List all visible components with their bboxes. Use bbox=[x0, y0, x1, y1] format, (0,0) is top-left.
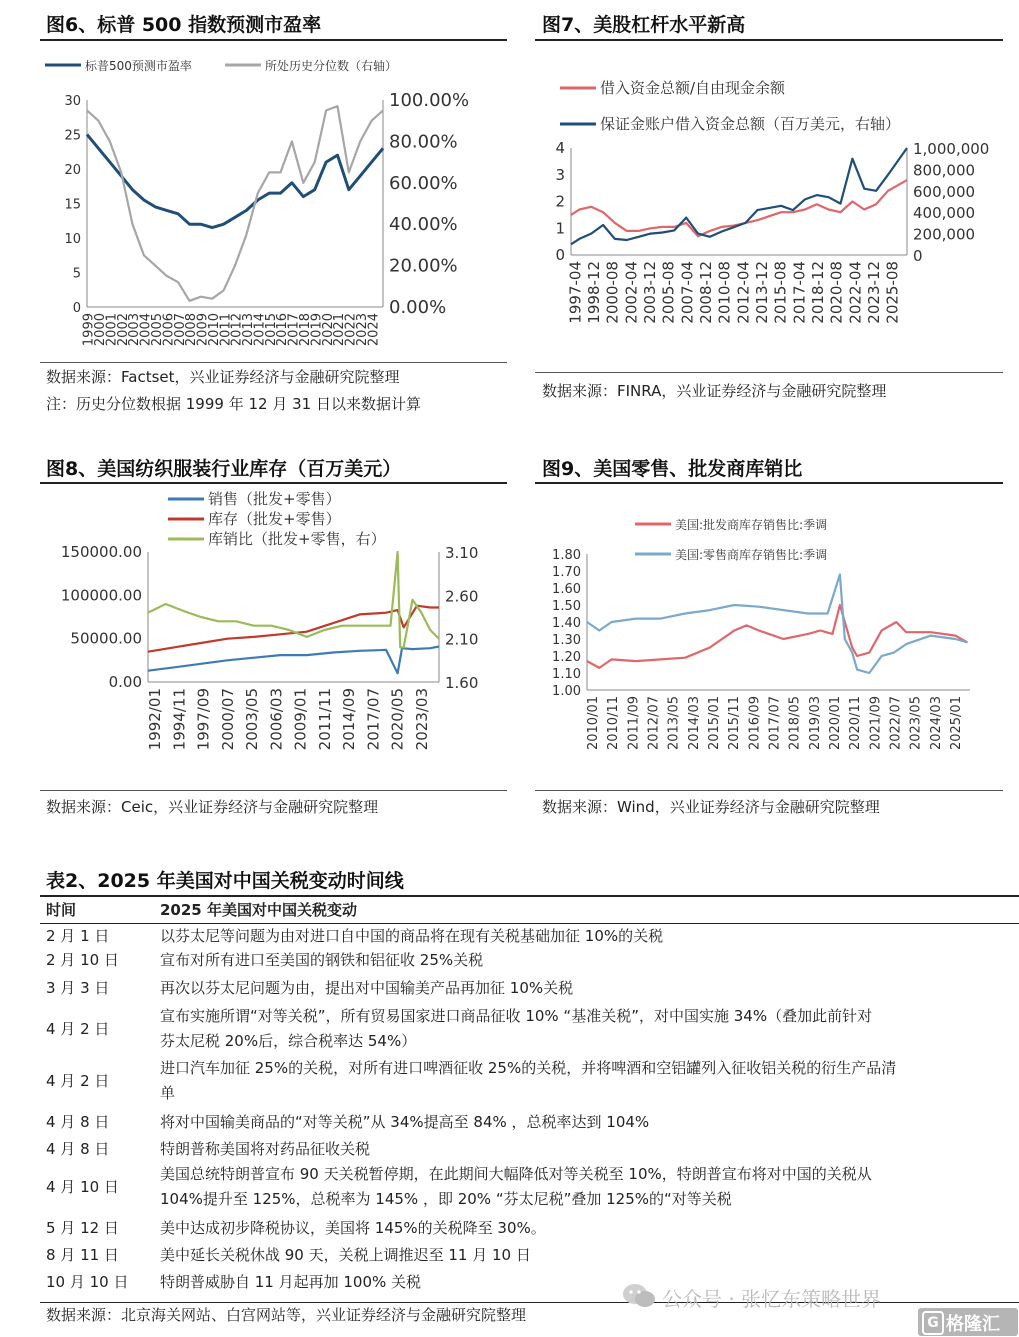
x-tick-label: 2019 bbox=[309, 313, 325, 347]
x-tick-label: 2000-08 bbox=[603, 261, 622, 324]
y-tick-label: 1.00 bbox=[552, 684, 581, 699]
table-cell-date: 2 月 10 日 bbox=[46, 951, 119, 969]
x-tick-label: 2016 bbox=[275, 313, 291, 347]
y-tick-label: 1.70 bbox=[552, 565, 581, 580]
fig6-title: 图6、标普 500 指数预测市盈率 bbox=[46, 14, 322, 36]
y-tick-label: 150000.00 bbox=[60, 543, 142, 561]
x-tick-label: 2023 bbox=[354, 313, 370, 347]
table-cell-event: 进口汽车加征 25%的关税，对所有进口啤酒征收 25%的关税，并将啤酒和空铝罐列入征收铝关税的衍生产品清 bbox=[160, 1059, 897, 1077]
fig6-source: 数据来源：Factset，兴业证券经济与金融研究院整理 bbox=[46, 368, 400, 386]
x-tick-label: 2023/03 bbox=[412, 688, 431, 751]
x-tick-label: 2014/03 bbox=[686, 696, 702, 751]
x-tick-label: 2006 bbox=[161, 313, 177, 347]
x-tick-label: 2025-08 bbox=[883, 261, 902, 324]
series-line-1 bbox=[571, 180, 907, 236]
fig8-title: 图8、美国纺织服装行业库存（百万美元） bbox=[46, 458, 402, 480]
fig7-title: 图7、美股杠杆水平新高 bbox=[542, 14, 746, 36]
table-cell-date: 4 月 10 日 bbox=[46, 1178, 119, 1196]
legend-label-1: 销售（批发+零售） bbox=[208, 490, 341, 508]
y-tick-label: 0 bbox=[72, 301, 81, 316]
fig7-bottom-rule bbox=[535, 372, 1003, 373]
y-tick-label: 25 bbox=[64, 128, 81, 144]
x-tick-label: 2022/07 bbox=[888, 696, 904, 751]
y-tick-label: 5 bbox=[72, 266, 81, 282]
wechat-icon bbox=[622, 1282, 656, 1310]
x-tick-label: 2003-12 bbox=[641, 261, 659, 324]
x-tick-label: 2014/09 bbox=[340, 688, 359, 751]
x-tick-label: 2023-12 bbox=[865, 261, 883, 324]
x-tick-label: 2017-04 bbox=[790, 261, 809, 324]
table-source: 数据来源：北京海关网站、白宫网站等，兴业证券经济与金融研究院整理 bbox=[46, 1306, 527, 1324]
x-tick-label: 2015-08 bbox=[771, 261, 790, 324]
fig7-chart bbox=[535, 45, 1005, 365]
table-row bbox=[46, 1217, 1019, 1243]
y-tick-label: 1.30 bbox=[552, 633, 581, 648]
fig8-source: 数据来源：Ceic，兴业证券经济与金融研究院整理 bbox=[46, 798, 379, 816]
table-cell-date: 8 月 11 日 bbox=[46, 1246, 119, 1264]
table-cell-date: 2 月 1 日 bbox=[46, 927, 110, 945]
fig8-bottom-rule bbox=[40, 790, 507, 791]
x-tick-label: 2010-08 bbox=[715, 261, 734, 324]
x-tick-label: 2020/11 bbox=[848, 696, 864, 751]
series-line-2 bbox=[87, 106, 383, 301]
legend-label-2: 库存（批发+零售） bbox=[208, 510, 341, 528]
watermark-text: 公众号 · 张忆东策略世界 bbox=[662, 1287, 882, 1311]
fig7-source: 数据来源：FINRA，兴业证券经济与金融研究院整理 bbox=[542, 382, 887, 400]
series-line-2 bbox=[587, 574, 968, 673]
fig9-source: 数据来源：Wind，兴业证券经济与金融研究院整理 bbox=[542, 798, 880, 816]
x-tick-label: 2012-04 bbox=[734, 261, 753, 324]
y-tick-label: 30 bbox=[64, 94, 81, 109]
table-cell-event: 将对中国输美商品的“对等关税”从 34%提高至 84% ，总税率达到 104% bbox=[160, 1113, 650, 1131]
x-tick-label: 2022-04 bbox=[846, 261, 865, 324]
x-tick-label: 2020/01 bbox=[827, 696, 843, 751]
legend-label-1: 标普500预测市盈率 bbox=[85, 59, 192, 73]
watermark-logo-text: 格隆汇 bbox=[946, 1314, 1000, 1335]
x-tick-label: 2009 bbox=[195, 313, 211, 347]
x-tick-label: 2007 bbox=[172, 313, 188, 347]
fig6-title-rule bbox=[40, 39, 507, 41]
table-cell-date: 4 月 2 日 bbox=[46, 1020, 110, 1038]
y-tick-label: 1 bbox=[555, 219, 565, 238]
table-cell-event: 美国总统特朗普宣布 90 天关税暂停期，在此期间大幅降低对等关税至 10%，特朗普宣布将对中国的关税从 bbox=[160, 1165, 872, 1183]
fig6-chart bbox=[40, 45, 530, 360]
table-cell-event: 宣布实施所谓“对等关税”，所有贸易国家进口商品征收 10% “基准关税”，对中国实施 34%（叠加此前针对 bbox=[160, 1007, 873, 1025]
x-tick-label: 2001 bbox=[104, 313, 120, 347]
legend-label-2: 保证金账户借入资金总额（百万美元，右轴） bbox=[600, 115, 901, 133]
x-tick-label: 2008-12 bbox=[697, 261, 715, 324]
table-row bbox=[46, 1111, 1019, 1137]
x-tick-label: 2007-04 bbox=[678, 261, 697, 324]
table-cell-date: 4 月 8 日 bbox=[46, 1140, 110, 1158]
table-cell-date: 4 月 8 日 bbox=[46, 1113, 110, 1131]
y-tick-label-right: 2.60 bbox=[445, 587, 479, 606]
y-tick-label: 1.50 bbox=[552, 599, 581, 614]
y-tick-label: 4 bbox=[555, 139, 565, 157]
x-tick-label: 2020-08 bbox=[827, 261, 846, 324]
x-tick-label: 2000/07 bbox=[218, 688, 237, 751]
y-tick-label: 3 bbox=[555, 165, 565, 184]
fig9-title: 图9、美国零售、批发商库销比 bbox=[542, 458, 803, 480]
x-tick-label: 2010/01 bbox=[586, 696, 602, 751]
y-tick-label-right: 20.00% bbox=[389, 255, 458, 277]
x-tick-label: 2024/03 bbox=[928, 696, 944, 751]
table-cell-event: 特朗普威胁自 11 月起再加 100% 关税 bbox=[160, 1273, 422, 1291]
table-top-rule bbox=[40, 895, 1019, 897]
table-header-date: 时间 bbox=[46, 901, 77, 919]
legend-label-2: 美国:零售商库存销售比:季调 bbox=[675, 548, 828, 562]
y-tick-label-right: 200,000 bbox=[913, 225, 976, 244]
table-title: 表2、2025 年美国对中国关税变动时间线 bbox=[46, 870, 404, 892]
table-header-event: 2025 年美国对中国关税变动 bbox=[160, 901, 357, 919]
table-row bbox=[46, 925, 1019, 949]
x-tick-label: 2017 bbox=[286, 313, 302, 347]
y-tick-label: 0 bbox=[555, 246, 565, 264]
x-tick-label: 2010 bbox=[206, 313, 222, 347]
table-cell-event: 宣布对所有进口至美国的钢铁和铝征收 25%关税 bbox=[160, 951, 484, 969]
y-tick-label: 1.40 bbox=[552, 616, 581, 631]
table-cell-date: 10 月 10 日 bbox=[46, 1273, 129, 1291]
x-tick-label: 2005-08 bbox=[659, 261, 678, 324]
table-cell-event: 以芬太尼等问题为由对进口自中国的商品将在现有关税基础加征 10%的关税 bbox=[160, 927, 664, 945]
table-row bbox=[46, 1057, 1019, 1109]
series-line-1 bbox=[87, 135, 383, 228]
x-tick-label: 2021 bbox=[332, 313, 348, 347]
fig8-title-rule bbox=[40, 482, 507, 484]
table-cell-event: 美中延长关税休战 90 天，关税上调推迟至 11 月 10 日 bbox=[160, 1246, 531, 1264]
logo-g-icon: G bbox=[922, 1311, 944, 1335]
table-cell-date: 4 月 2 日 bbox=[46, 1072, 110, 1090]
x-tick-label: 2014 bbox=[252, 313, 268, 347]
table-cell-event: 美中达成初步降税协议，美国将 145%的关税降至 30%。 bbox=[160, 1219, 546, 1237]
legend-label-1: 美国:批发商库存销售比:季调 bbox=[675, 518, 828, 532]
x-tick-label: 2020 bbox=[320, 313, 336, 347]
x-tick-label: 1992/01 bbox=[146, 688, 165, 751]
x-tick-label: 2000 bbox=[93, 313, 109, 347]
y-tick-label-right: 600,000 bbox=[913, 182, 976, 201]
table-cell-event: 再次以芬太尼问题为由，提出对中国输美产品再加征 10%关税 bbox=[160, 979, 574, 997]
legend-label-3: 库销比（批发+零售，右） bbox=[208, 530, 386, 548]
table-cell-event: 芬太尼税 20%后，综合税率达 54%） bbox=[160, 1032, 417, 1050]
table-row bbox=[46, 1138, 1019, 1164]
x-tick-label: 2009/01 bbox=[291, 688, 310, 751]
fig9-chart bbox=[535, 488, 1005, 788]
x-tick-label: 2018-12 bbox=[809, 261, 827, 324]
y-tick-label-right: 1.60 bbox=[445, 674, 479, 692]
y-tick-label-right: 0.00% bbox=[389, 297, 447, 318]
y-tick-label: 10 bbox=[64, 232, 81, 247]
series-line-1 bbox=[148, 647, 439, 674]
x-tick-label: 2018 bbox=[298, 313, 313, 347]
x-tick-label: 2012/07 bbox=[646, 696, 662, 751]
legend-label-2: 所处历史分位数（右轴） bbox=[265, 59, 398, 73]
x-tick-label: 2002-04 bbox=[622, 261, 641, 324]
fig9-bottom-rule bbox=[535, 790, 1003, 791]
x-tick-label: 2021/09 bbox=[868, 696, 884, 751]
x-tick-label: 2013-12 bbox=[753, 261, 771, 324]
table-row bbox=[46, 1244, 1019, 1270]
table-cell-event: 单 bbox=[160, 1084, 176, 1102]
x-tick-label: 2019/03 bbox=[807, 696, 823, 751]
x-tick-label: 2011 bbox=[218, 313, 234, 347]
y-tick-label-right: 2.10 bbox=[445, 630, 479, 649]
y-tick-label: 20 bbox=[64, 163, 81, 178]
x-tick-label: 2013/05 bbox=[666, 696, 682, 751]
x-tick-label: 2011/11 bbox=[315, 688, 334, 751]
x-tick-label: 2017/07 bbox=[767, 696, 783, 751]
x-tick-label: 1997/09 bbox=[194, 688, 213, 751]
x-tick-label: 2015/11 bbox=[727, 696, 743, 751]
fig6-bottom-rule bbox=[40, 362, 507, 363]
table-row bbox=[46, 1005, 1019, 1055]
x-tick-label: 2002 bbox=[115, 313, 131, 347]
x-tick-label: 2003/05 bbox=[243, 688, 262, 751]
y-tick-label: 1.80 bbox=[552, 548, 581, 563]
fig7-title-rule bbox=[535, 39, 1003, 41]
y-tick-label-right: 1,000,000 bbox=[913, 140, 990, 158]
series-line-2 bbox=[148, 606, 439, 652]
x-tick-label: 1998-12 bbox=[585, 261, 603, 324]
y-tick-label: 1.20 bbox=[552, 650, 581, 665]
table-cell-event: 特朗普称美国将对药品征收关税 bbox=[160, 1140, 371, 1158]
x-tick-label: 2003 bbox=[127, 313, 143, 347]
y-tick-label-right: 40.00% bbox=[389, 214, 458, 236]
y-tick-label-right: 80.00% bbox=[389, 131, 458, 153]
y-tick-label-right: 800,000 bbox=[913, 161, 976, 180]
x-tick-label: 2005 bbox=[150, 313, 165, 347]
x-tick-label: 1994/11 bbox=[170, 688, 189, 751]
y-tick-label-right: 100.00% bbox=[389, 90, 470, 111]
table-row bbox=[46, 977, 1019, 1003]
x-tick-label: 1997-04 bbox=[566, 261, 585, 324]
y-tick-label: 1.10 bbox=[552, 667, 581, 682]
y-tick-label: 100000.00 bbox=[60, 586, 142, 605]
fig8-chart bbox=[40, 488, 520, 788]
table-cell-event: 104%提升至 125%，总税率为 145% ，即 20% “芬太尼税”叠加 125%的“对等关税 bbox=[160, 1190, 732, 1208]
x-tick-label: 2006/03 bbox=[267, 688, 286, 751]
x-tick-label: 2011/09 bbox=[626, 696, 642, 751]
y-tick-label-right: 400,000 bbox=[913, 204, 976, 223]
x-tick-label: 2024 bbox=[366, 313, 382, 347]
fig6-note: 注：历史分位数根据 1999 年 12 月 31 日以来数据计算 bbox=[46, 395, 421, 413]
table-cell-date: 5 月 12 日 bbox=[46, 1219, 119, 1237]
x-tick-label: 2025/01 bbox=[948, 696, 964, 751]
legend-label-1: 借入资金总额/自由现金余额 bbox=[600, 79, 786, 97]
table-cell-date: 3 月 3 日 bbox=[46, 979, 110, 997]
y-tick-label: 15 bbox=[64, 197, 81, 213]
x-tick-label: 2010/11 bbox=[606, 696, 622, 751]
watermark-logo-box bbox=[918, 1308, 1018, 1336]
y-tick-label: 1.60 bbox=[552, 582, 581, 597]
x-tick-label: 2018/05 bbox=[787, 696, 803, 751]
x-tick-label: 2017/07 bbox=[364, 688, 383, 751]
x-tick-label: 2013 bbox=[241, 313, 257, 347]
y-tick-label: 2 bbox=[555, 192, 565, 211]
x-tick-label: 1999 bbox=[81, 313, 97, 347]
x-tick-label: 2023/05 bbox=[908, 696, 924, 751]
x-tick-label: 2022 bbox=[343, 313, 359, 347]
y-tick-label-right: 3.10 bbox=[445, 544, 479, 562]
x-tick-label: 2015 bbox=[263, 313, 279, 347]
x-tick-label: 2015/01 bbox=[707, 696, 723, 751]
table-header-rule bbox=[40, 923, 1019, 924]
table-row bbox=[46, 1163, 1019, 1215]
y-tick-label-right: 60.00% bbox=[389, 172, 458, 194]
x-tick-label: 2012 bbox=[229, 313, 245, 347]
x-tick-label: 2008 bbox=[184, 313, 200, 347]
x-tick-label: 2020/05 bbox=[388, 688, 407, 751]
series-line-2 bbox=[571, 148, 907, 244]
y-tick-label: 0.00 bbox=[108, 673, 142, 691]
series-line-1 bbox=[587, 605, 968, 668]
x-tick-label: 2016/09 bbox=[747, 696, 763, 751]
x-tick-label: 2004 bbox=[138, 313, 154, 347]
table-row bbox=[46, 949, 1019, 975]
y-tick-label-right: 0 bbox=[913, 247, 923, 265]
fig9-title-rule bbox=[535, 482, 1003, 484]
y-tick-label: 50000.00 bbox=[70, 629, 142, 648]
